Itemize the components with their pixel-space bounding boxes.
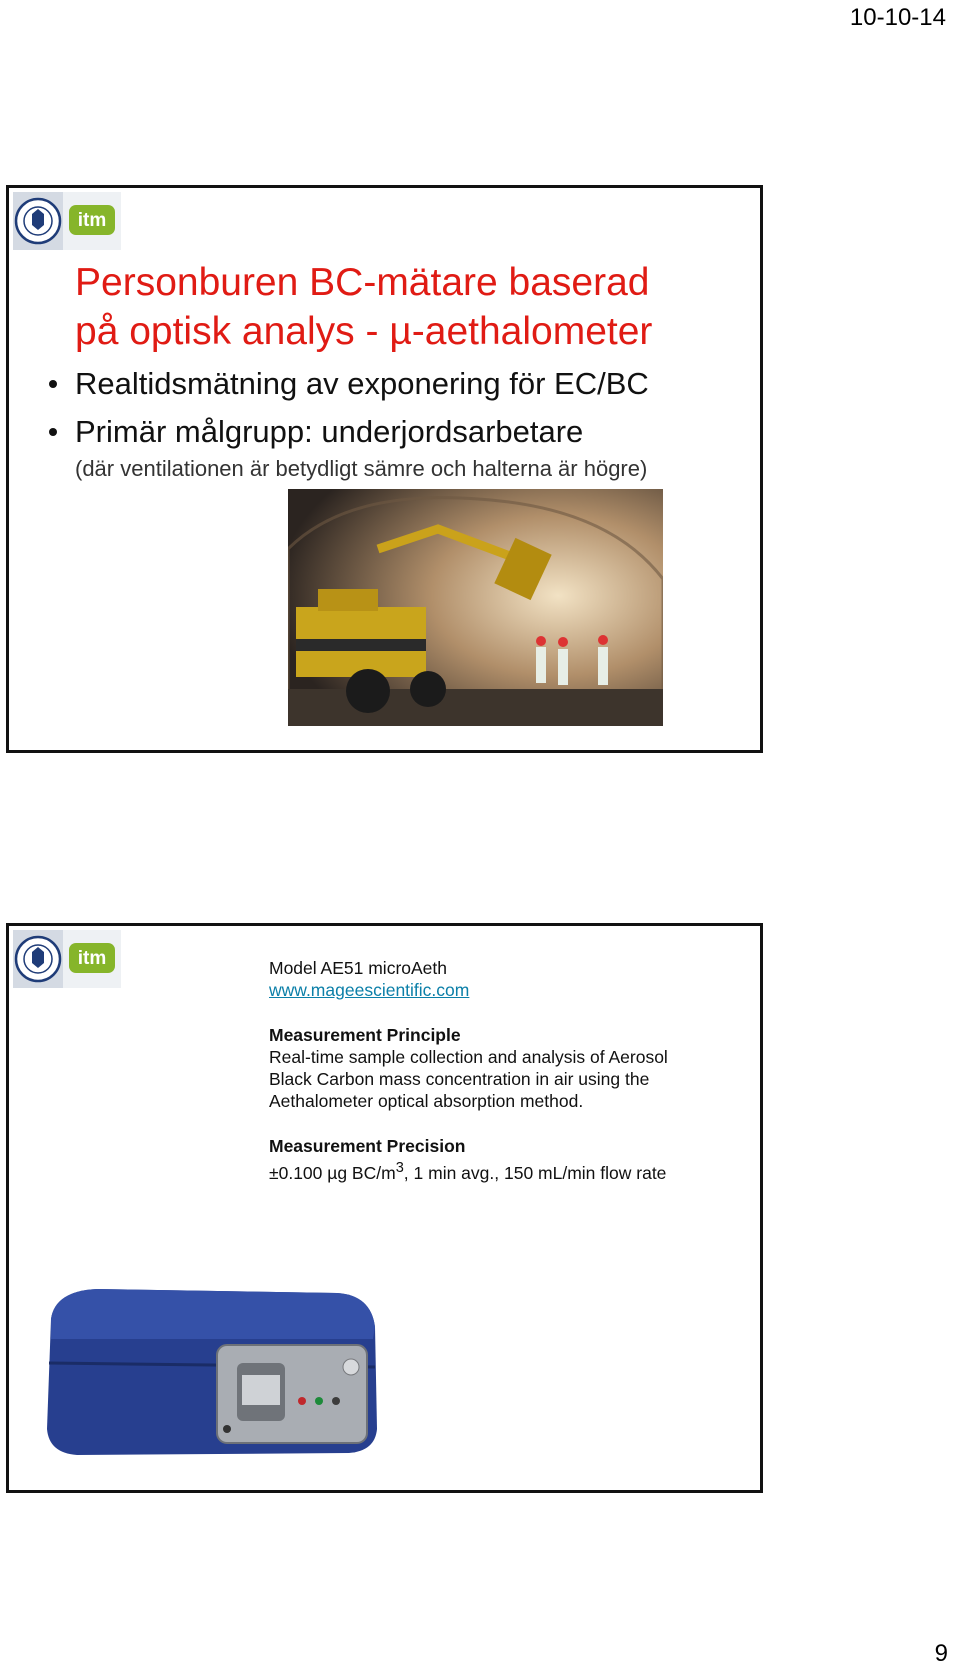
page-number: 9	[934, 1640, 948, 1667]
slide-note: (där ventilationen är betydligt sämre och halterna är högre)	[75, 456, 648, 481]
principle-heading: Measurement Principle	[269, 1025, 461, 1045]
slide-2	[6, 923, 763, 1493]
model-label: Model AE51 microAeth	[269, 958, 448, 978]
slide-1	[6, 185, 763, 753]
device-description	[269, 957, 668, 1184]
principle-line: Real-time sample collection and analysis of Aerosol	[269, 1047, 668, 1067]
precision-heading: Measurement Precision	[269, 1136, 466, 1156]
principle-line: Aethalometer optical absorption method.	[269, 1091, 584, 1111]
bullet-item: Primär målgrupp: underjordsarbetare	[47, 408, 649, 456]
slide-title: Personburen BC-mätare baserad på optisk analys - µ-aethalometer	[75, 261, 653, 353]
bullet-item: Realtidsmätning av exponering för EC/BC	[47, 360, 649, 408]
tunnel-photo	[288, 489, 663, 726]
svg-text:itm: itm	[77, 210, 107, 231]
page-date: 10-10-14	[849, 4, 946, 31]
institution-logo	[13, 930, 121, 988]
institution-logo	[13, 192, 121, 250]
svg-text:itm: itm	[77, 948, 107, 969]
precision-text: ±0.100 µg $BC/m^3$, 1 min avg., 150 mL/min flow rate	[269, 1160, 667, 1183]
microaeth-device-photo	[37, 1279, 397, 1463]
principle-line: Black Carbon mass concentration in air using the	[269, 1069, 650, 1089]
bullet-list	[47, 360, 649, 456]
manufacturer-link[interactable]: www.mageescientific.com	[269, 980, 470, 1000]
